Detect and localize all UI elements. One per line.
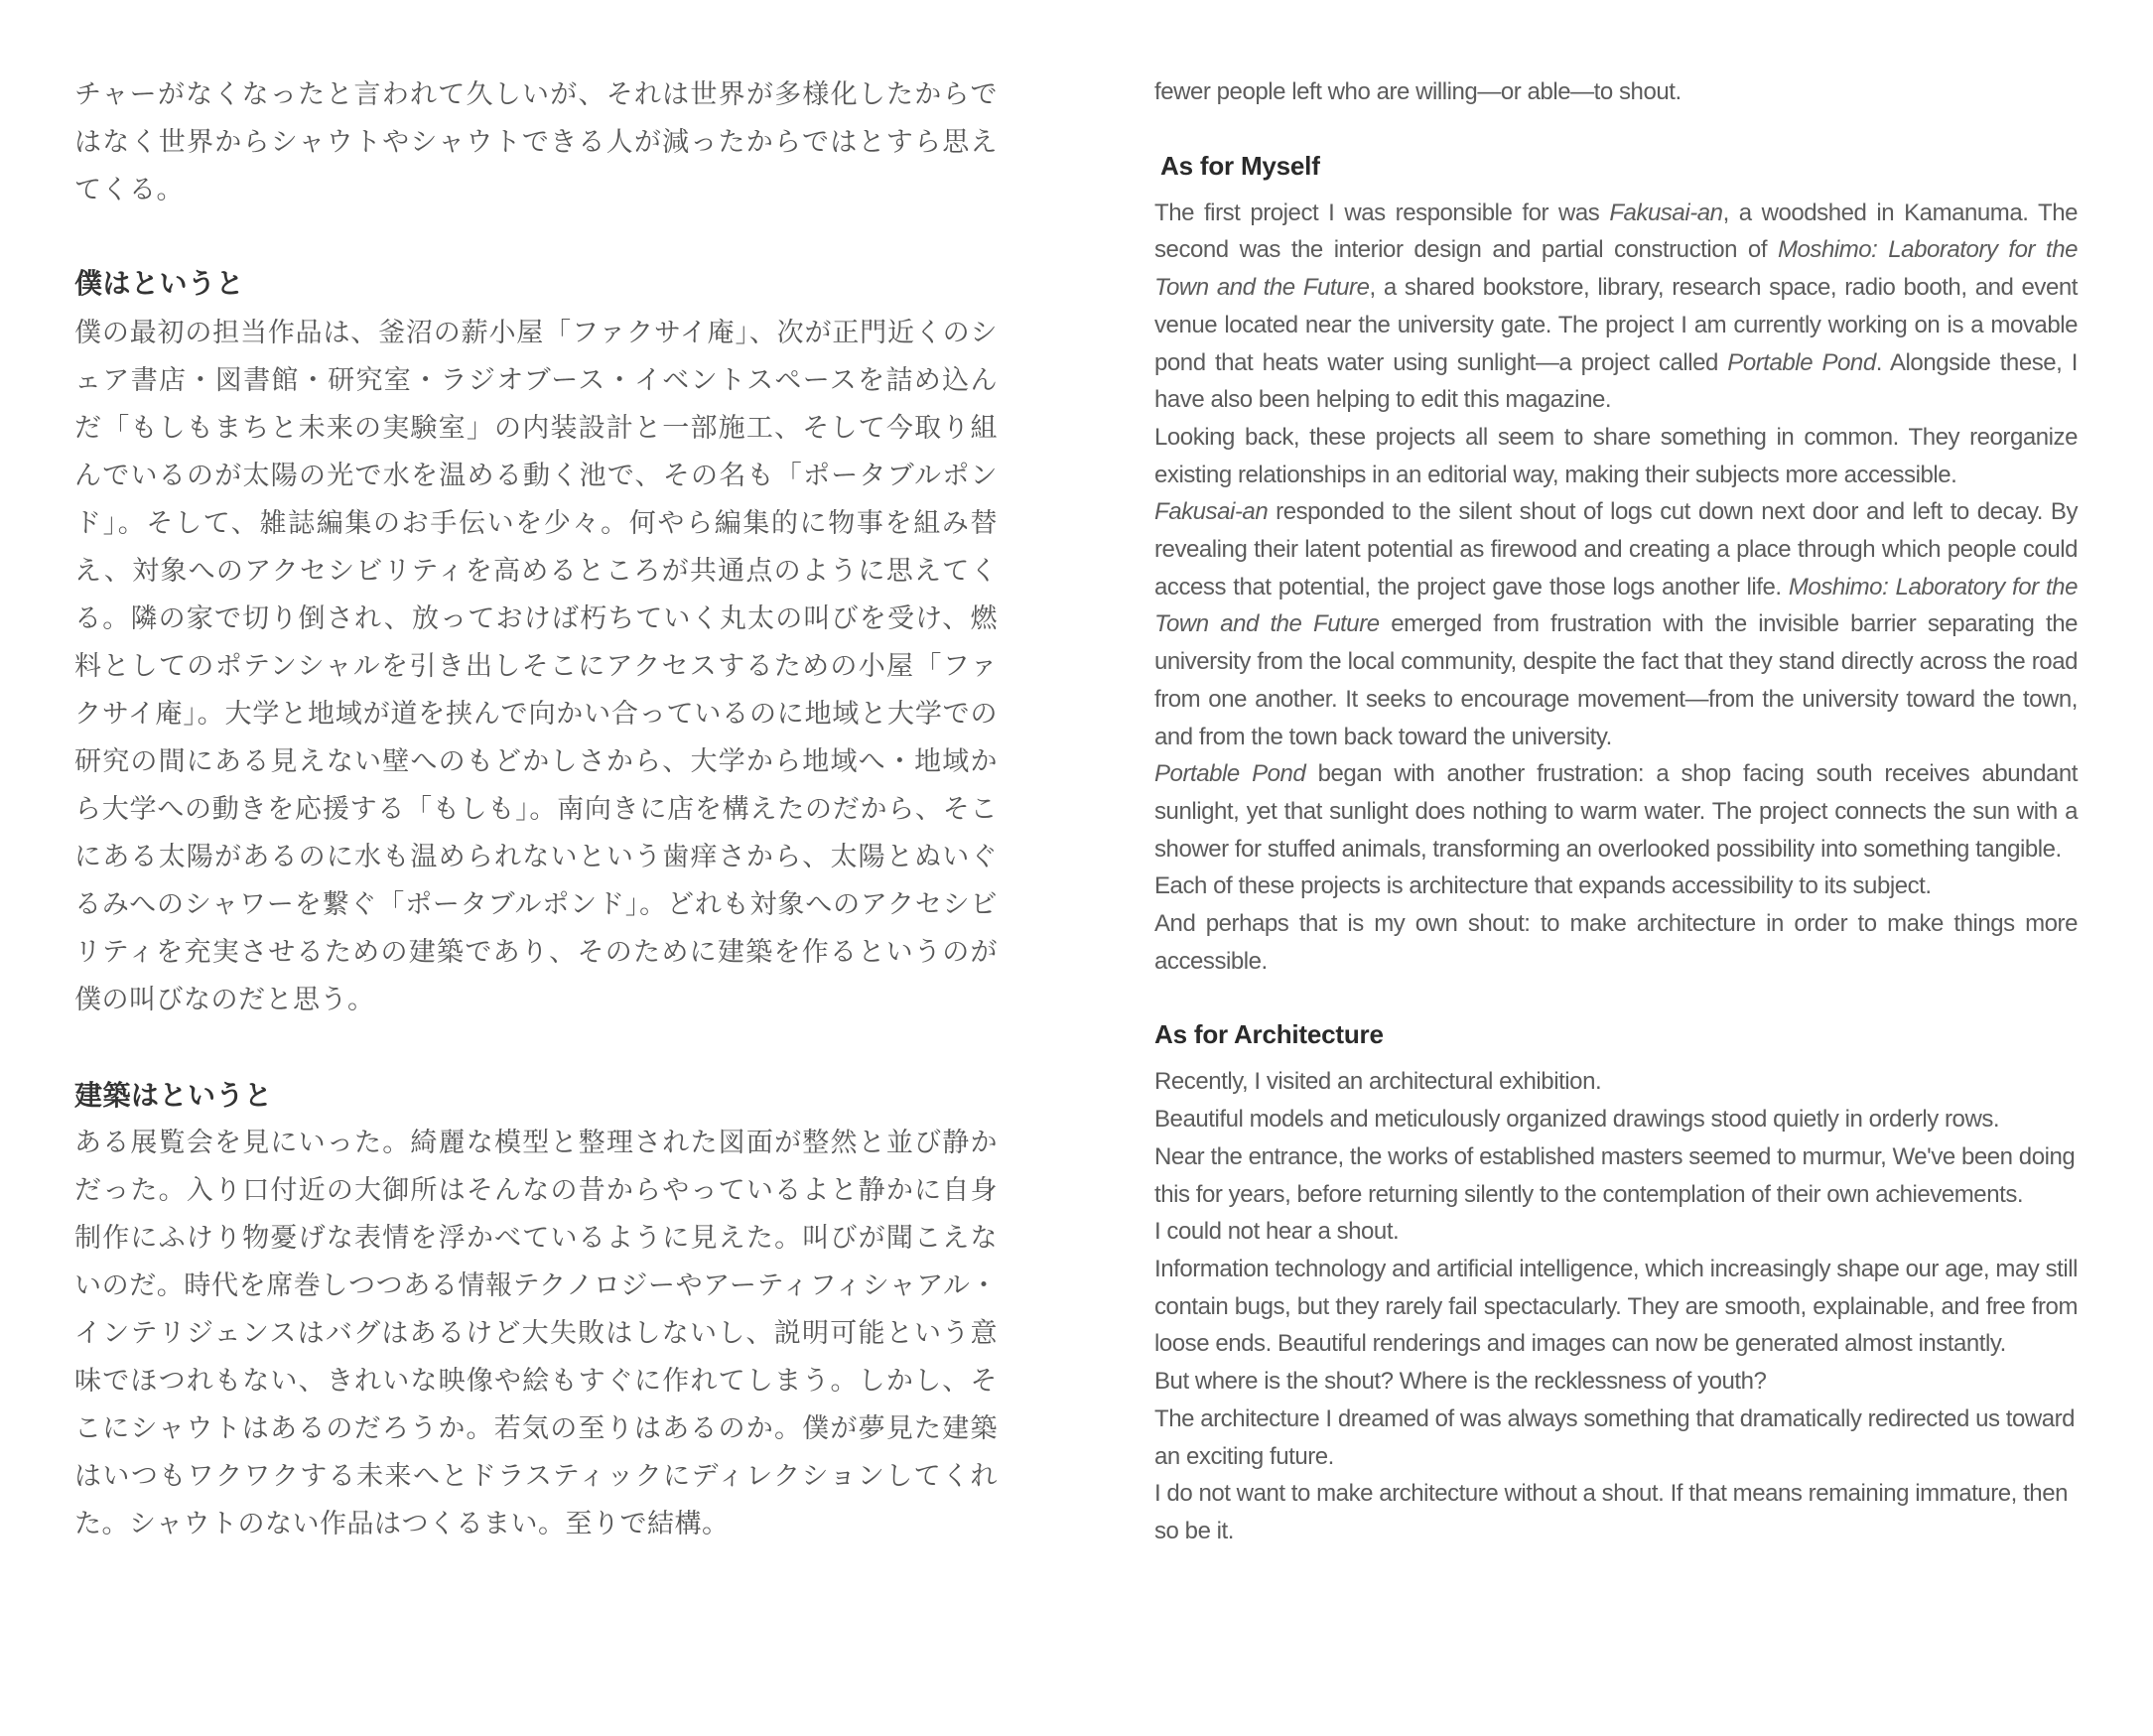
jp-paragraph-myself: 僕の最初の担当作品は、釜沼の薪小屋「ファクサイ庵」、次が正門近くのシェア書店・図書館・研究室・ラジオブース・イベントスペースを詰め込んだ「もしもまちと未来の実験室」の内装設計と一部施工、そして今取り組んでいるのが太陽の光で水を温める動く池で、その名も「ポータブルポンド」。そして、雑誌編集のお手伝いを少々。何やら編集的に物事を組み替え、対象へのアクセシビリティを高めるところが共通点のように思えてくる。隣の家で切り倒され、放っておけば朽ちていく丸太の叫びを受け、燃料としてのポテンシャルを引き出しそこにアクセスするための小屋「ファクサイ庵」。大学と地域が道を挟んで向かい合っているのに地域と大学での研究の間にある見えない壁へのもどかしさから、大学から地域へ・地域から大学への動きを応援する「もしも」。南向きに店を構えたのだから、そこにある太陽があるのに水も温められないという歯痒さから、太陽とぬいぐるみへのシャワーを繋ぐ「ポータブルポンド」。どれも対象へのアクセシビリティを充実させるための建築であり、そのために建築を作るというのが僕の叫びなのだと思う。 — [74, 318, 998, 1015]
title-portable-pond: Portable Pond — [1727, 348, 1876, 376]
en-line-no-shout: I could not hear a shout. — [1154, 1218, 1400, 1246]
en-line-dreamed: The architecture I dreamed of was always something that dramatically redirected us toward an exciting future. — [1154, 1404, 2076, 1470]
en-paragraph-intro: fewer people left who are willing—or able—to shout. — [1154, 78, 1682, 105]
english-column — [1154, 73, 2078, 1550]
title-moshimo: Moshimo: Laboratory for the Town and the Future — [1154, 236, 2078, 302]
jp-heading-myself: 僕はというと — [74, 267, 245, 300]
en-line-closing: I do not want to make architecture without a shout. If that means remaining immature, then so be it. — [1154, 1480, 2068, 1544]
en-paragraph-projects: The first project I was responsible for was Fakusai-an, a woodshed in Kamanuma. The second was the interior design and partial construction of Moshimo: Laboratory for the Town and the Future, a shared bookstore, library, research space, radio booth, and event venue located near the university gate. The project I am currently working on is a movable pond that heats water using sunlight—a project called Portable Pond. Alongside these, I have also been helping to edit this magazine. — [1154, 199, 2078, 414]
japanese-column — [74, 71, 998, 1548]
jp-heading-architecture: 建築はというと — [74, 1079, 273, 1112]
en-paragraph-accessibility: Each of these projects is architecture that expands accessibility to its subject. — [1154, 872, 1932, 900]
en-line-where-shout: But where is the shout? Where is the recklessness of youth? — [1154, 1368, 1767, 1396]
en-heading-myself: As for Myself — [1160, 150, 1320, 181]
en-paragraph-own-shout: And perhaps that is my own shout: to make architecture in order to make things more accessible. — [1154, 910, 2078, 975]
title-fakusai-an: Fakusai-an — [1609, 199, 1723, 226]
en-line-exhibition: Recently, I visited an architectural exhibition. — [1154, 1068, 1602, 1096]
jp-paragraph-architecture: ある展覧会を見にいった。綺麗な模型と整理された図面が整然と並び静かだった。入り口付近の大御所はそんなの昔からやっているよと静かに自身制作にふけり物憂げな表情を浮かべているように見えた。叫びが聞こえないのだ。時代を席巻しつつある情報テクノロジーやアーティフィシャアル・インテリジェンスはバグはあるけど大失敗はしないし、説明可能という意味でほつれもない、きれいな映像や絵もすぐに作れてしまう。しかし、そこにシャウトはあるのだろうか。若気の至りはあるのか。僕が夢見た建築はいつもワクワクする未来へとドラスティックにディレクションしてくれた。シャウトのない作品はつくるまい。至りで結構。 — [74, 1128, 998, 1539]
en-line-masters: Near the entrance, the works of established masters seemed to murmur, We've been doing this for years, before returning silently to the contemplation of their own achievements. — [1154, 1142, 2076, 1208]
en-line-technology: Information technology and artificial intelligence, which increasingly shape our age, may still contain bugs, but they rarely fail spectacularly. They are smooth, explainable, and free from loose ends. Beautiful renderings and images can now be generated almost instantly. — [1154, 1255, 2078, 1358]
en-heading-architecture: As for Architecture — [1154, 1019, 1384, 1050]
en-line-models: Beautiful models and meticulously organized drawings stood quietly in orderly rows. — [1154, 1106, 2000, 1134]
jp-paragraph-intro: チャーがなくなったと言われて久しいが、それは世界が多様化したからではなく世界からシャウトやシャウトできる人が減ったからではとすら思えてくる。 — [74, 79, 998, 205]
en-paragraph-fakusai: Fakusai-an responded to the silent shout of logs cut down next door and left to decay. By revealing their latent potential as firewood and creating a place through which people could access that potential, the project gave those logs another life. Moshimo: Laboratory for the Town and the Future emerged from frustration with the invisible barrier separating the university from the local community, despite the fact that they stand directly across the road from one another. It seeks to encourage movement—from the university toward the town, and from the town back toward the university. — [1154, 498, 2078, 750]
en-paragraph-common: Looking back, these projects all seem to share something in common. They reorganize existing relationships in an editorial way, making their subjects more accessible. — [1154, 423, 2078, 488]
en-paragraph-portable-pond: Portable Pond began with another frustration: a shop facing south receives abundant sunlight, yet that sunlight does nothing to warm water. The project connects the sun with a shower for stuffed animals, transforming an overlooked possibility into something tangible. — [1154, 760, 2078, 863]
